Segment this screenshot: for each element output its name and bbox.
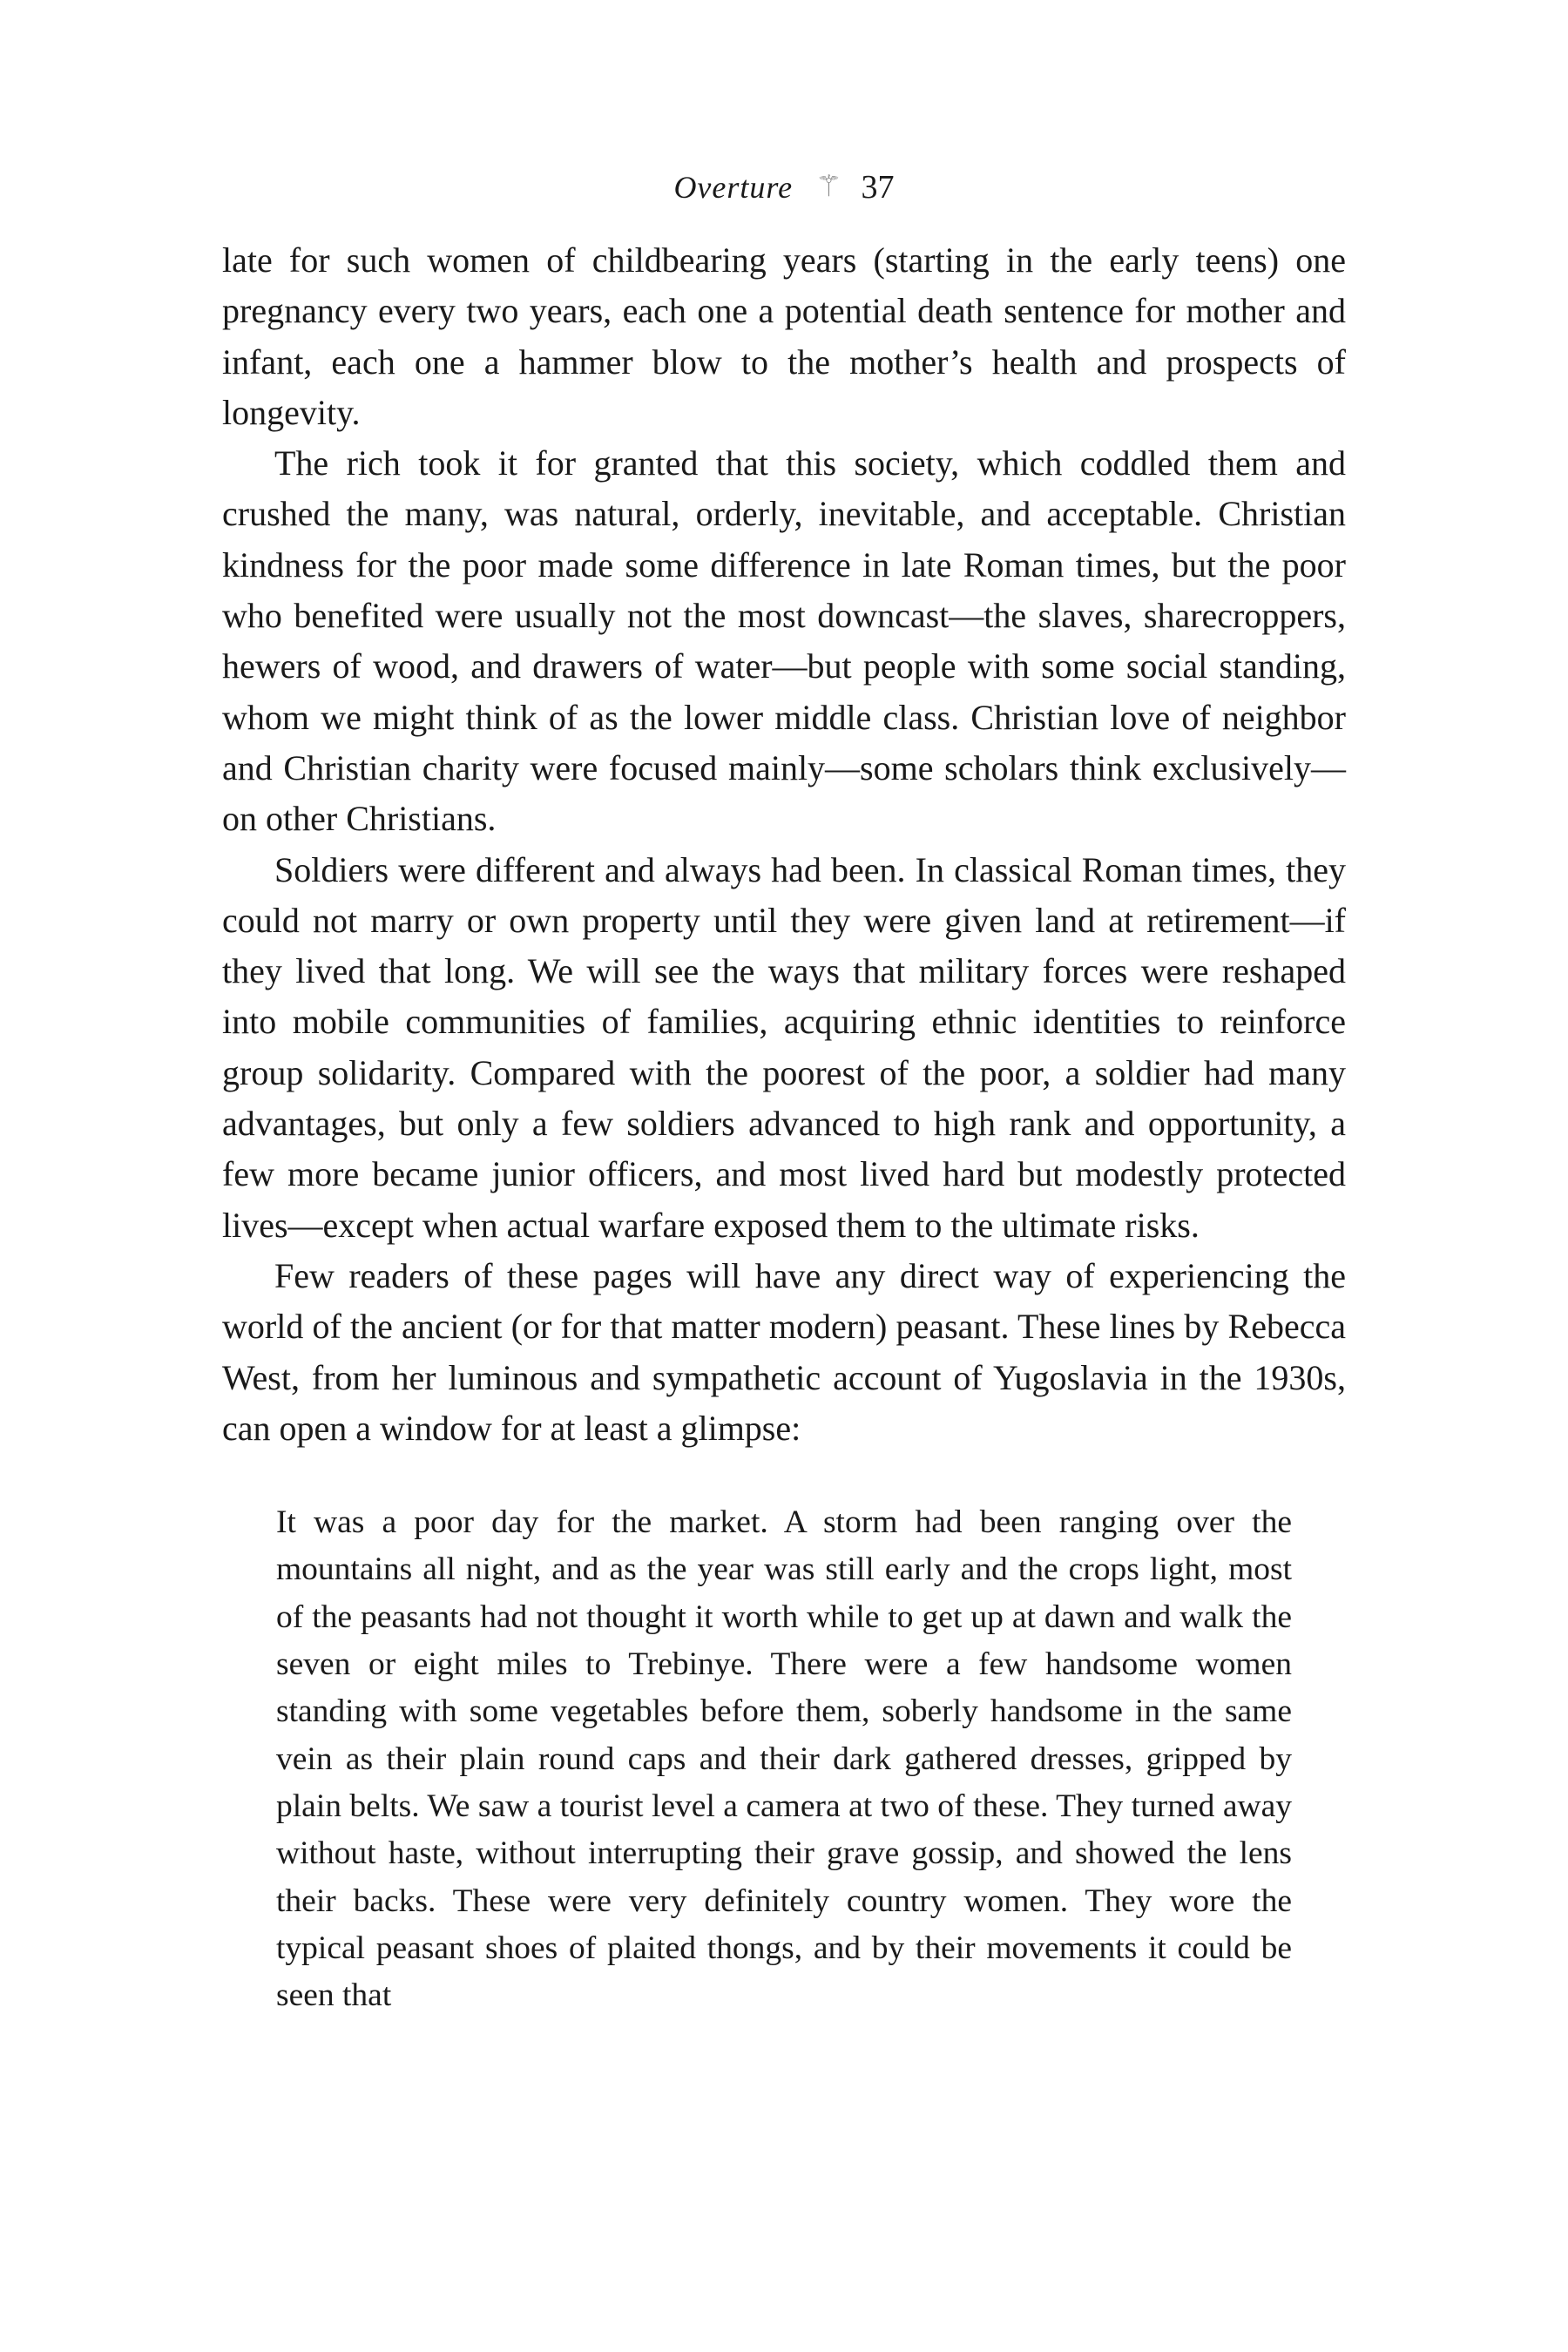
paragraph-peasant-intro: Few readers of these pages will have any direct way of experiencing the world of the ancient (or for that matter modern) peasant. These lines by Rebecca West, from her luminous and sympathetic account of Yugoslavia in the 1930s, can open a window for at least a glimpse: — [222, 1255, 1346, 1448]
paragraph-soldiers: Soldiers were different and always had been. In classical Roman times, they could not marry or own property until they were given land at retirement—if they lived that long. We will see the ways that military forces were reshaped into mobile communities of families, acquiring ethnic identities to reinforce group solidarity. Compared with the poorest of the poor, a soldier had many advantages, but only a few soldiers advanced to high rank and opportunity, a few more became junior officers, and most lived hard but modestly protected lives—except when actual warfare exposed them to the ultimate risks. — [222, 849, 1346, 1245]
page-number: 37 — [861, 169, 895, 206]
paragraph-rich-and-poor: The rich took it for granted that this society, which coddled them and crushed the many, was natural, orderly, inevitable, and acceptable. Christian kindness for the poor made some difference in late Roman times, but the poor who benefited were usually not the most downcast—the slaves, sharecroppers, hewers of wood, and drawers of water—but people with some social standing, whom we might think of as the lower middle class. Christian love of neighbor and Christian charity were focused mainly—some scholars think exclusively—on other Christians. — [222, 443, 1346, 839]
paragraph-continuation: late for such women of childbearing years (starting in the early teens) one pregnancy every two years, each one a potential death sentence for mother and infant, each one a hammer blow to the mother’s health and prospects of longevity. — [222, 240, 1346, 432]
running-title: Overture — [673, 170, 794, 205]
caduceus-icon: ⚚ — [815, 171, 842, 203]
block-quote: It was a poor day for the market. A storm had been ranging over the mountains all night, and as the year was still early and the crops light, most of the peasants had not thought it worth while to get up at dawn and walk the seven or eight miles to Trebinye. There were a few handsome women standing with some vegetables before them, soberly handsome in the same vein as their plain round caps and their dark gathered dresses, gripped by plain belts. We saw a tourist level a camera at two of these. They turned away without haste, without interrupting their grave gossip, and showed the lens their backs. These were very definitely country women. They wore the typical peasant shoes of plaited thongs, and by their movements it could be seen that — [276, 1504, 1292, 2014]
page-header — [0, 166, 1568, 209]
body-text — [222, 235, 1346, 2019]
